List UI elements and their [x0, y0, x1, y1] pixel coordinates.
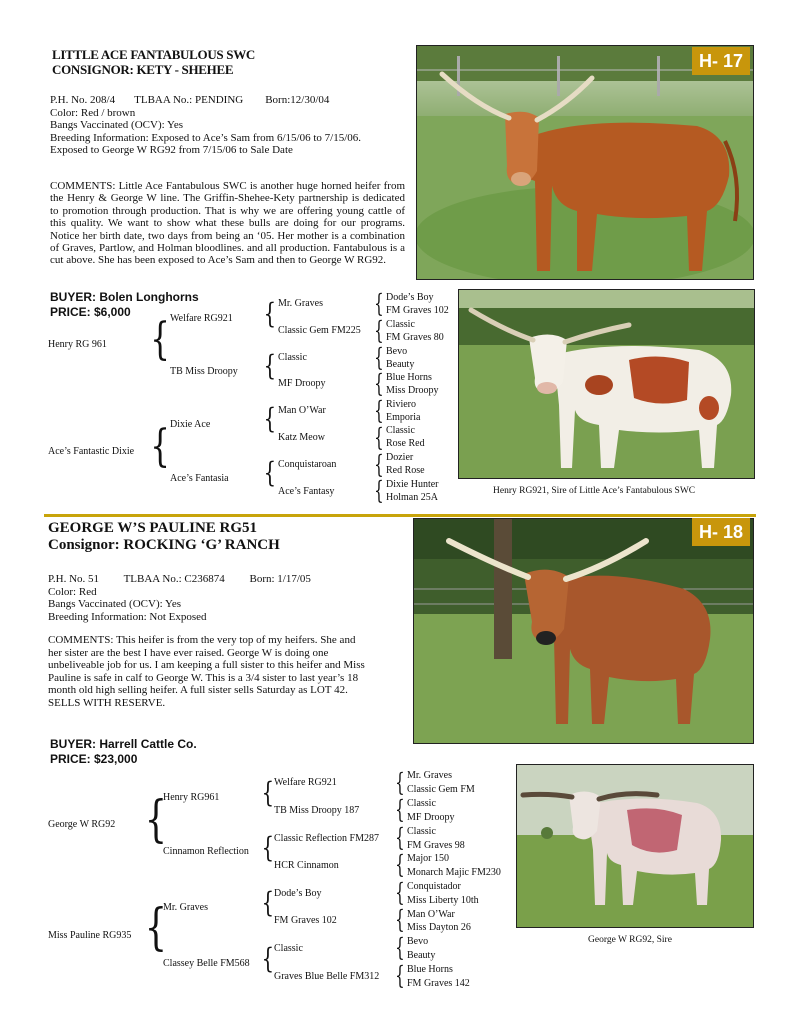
buyer: BUYER: Bolen Longhorns: [50, 290, 199, 304]
buyer: BUYER: Harrell Cattle Co.: [50, 737, 197, 751]
pedigree-gggparent: Major 150: [407, 853, 449, 864]
pedigree-brace: {: [395, 961, 405, 990]
comments: [48, 634, 408, 710]
pedigree-brace: {: [150, 314, 170, 365]
pedigree-gggparent: Miss Droopy: [386, 385, 439, 396]
pedigree-ggparent: Welfare RG921: [274, 777, 337, 788]
price: PRICE: $6,000: [50, 305, 131, 319]
pedigree-gggparent: FM Graves 142: [407, 978, 470, 989]
pedigree-brace: {: [395, 933, 405, 962]
comments-line: month old high selling heifer. A full sister sells Saturday as LOT 42.: [48, 684, 348, 697]
pedigree-gggparent: Classic: [407, 798, 436, 809]
pedigree-grandparent: Ace’s Fantasia: [170, 473, 229, 484]
pedigree-gggparent: Beauty: [407, 950, 436, 961]
pedigree-gggparent: Dixie Hunter: [386, 479, 439, 490]
lot-badge: H- 17: [692, 47, 750, 75]
pedigree-gggparent: Classic Gem FM: [407, 784, 475, 795]
comments-line: unbeliveable job for us. I am keeping a full sister to this heifer and Miss: [48, 659, 365, 672]
comments-line: SELLS WITH RESERVE.: [48, 696, 166, 709]
pedigree-brace: {: [261, 942, 275, 975]
pedigree-gggparent: FM Graves 98: [407, 840, 465, 851]
section-divider: [44, 514, 756, 517]
pedigree-brace: {: [261, 776, 275, 809]
pedigree-ggparent: Man O’War: [278, 405, 326, 416]
pedigree-brace: {: [261, 831, 275, 864]
pedigree-sire: Henry RG 961: [48, 339, 107, 350]
consignor: Consignor: ROCKING ‘G’ RANCH: [48, 537, 280, 553]
consignor: CONSIGNOR: KETY - SHEHEE: [52, 62, 234, 77]
pedigree-gggparent: Beauty: [386, 359, 415, 370]
pedigree-gggparent: Classic: [386, 425, 415, 436]
sire-photo: [516, 764, 754, 928]
pedigree-gggparent: Mr. Graves: [407, 770, 452, 781]
lot-badge: H- 18: [692, 518, 750, 546]
pedigree-brace: {: [374, 476, 384, 505]
pedigree-brace: {: [395, 823, 405, 852]
pedigree-gggparent: Riviero: [386, 399, 416, 410]
price: PRICE: $23,000: [50, 752, 138, 766]
heifer-photo: [416, 45, 754, 280]
pedigree-brace: {: [395, 850, 405, 879]
breeding-line: Exposed to George W RG92 from 7/15/06 to Sale Date: [50, 144, 293, 157]
pedigree-gggparent: Holman 25A: [386, 492, 438, 503]
ph-line: P.H. No. 208/4 TLBAA No.: PENDING Born:12/30/04: [50, 94, 330, 106]
pedigree-gggparent: Man O’War: [407, 909, 455, 920]
pedigree-ggparent: Classic: [274, 943, 303, 954]
pedigree-brace: {: [374, 450, 384, 479]
pedigree-gggparent: MF Droopy: [407, 812, 455, 823]
comments-line: her sister are the best I have ever raised. George W is doing one: [48, 646, 329, 659]
sire-caption: Henry RG921, Sire of Little Ace’s Fantabulous SWC: [493, 486, 696, 496]
breeding-line: Breeding Information: Exposed to Ace’s Sam from 6/15/06 to 7/15/06.: [50, 131, 362, 144]
ph-line: P.H. No. 51 TLBAA No.: C236874 Born: 1/17/05: [48, 573, 311, 585]
pedigree-sire: George W RG92: [48, 819, 116, 830]
pedigree-gggparent: FM Graves 80: [386, 332, 444, 343]
pedigree-grandparent: Dixie Ace: [170, 419, 211, 430]
pedigree-brace: {: [263, 402, 277, 435]
pedigree-grandparent: TB Miss Droopy: [170, 366, 238, 377]
pedigree-ggparent: Conquistaroan: [278, 459, 337, 470]
pedigree-brace: {: [150, 421, 170, 472]
pedigree-gggparent: Blue Horns: [386, 372, 432, 383]
pedigree-brace: {: [395, 905, 405, 934]
pedigree-brace: {: [263, 349, 277, 382]
pedigree-gggparent: Classic: [386, 319, 415, 330]
comments-line: Pauline is safe in calf to George W. This is a 3/4 sister to last year’s 18: [48, 671, 359, 684]
pedigree-gggparent: Miss Dayton 26: [407, 922, 471, 933]
comments: COMMENTS: Little Ace Fantabulous SWC is another huge horned heifer from the Henry & George W line. The Griffin-Shehee-Kety partnership is dedicated to promotion through production. That is why we are offering young cattle of this quality. We want to show what these bulls are doing for our programs. Notice her birth date, two days from being an ‘05. Her mother is a combination of Graves, Partlow, and Holman bloodlines. and all production. Fantabulous is a cut above. She has been exposed to Ace’s Sam and then to George W RG92.: [50, 180, 405, 267]
pedigree-brace: {: [144, 898, 168, 956]
pedigree-gggparent: Emporia: [386, 412, 421, 423]
pedigree-ggparent: TB Miss Droopy 187: [274, 805, 360, 816]
pedigree-ggparent: MF Droopy: [278, 378, 326, 389]
comments-line: COMMENTS: This heifer is from the very top of my heifers. She and: [48, 634, 356, 646]
pedigree-brace: {: [374, 423, 384, 452]
lot-name: LITTLE ACE FANTABULOUS SWC: [52, 47, 256, 62]
sire-caption: George W RG92, Sire: [588, 935, 672, 945]
pedigree-brace: {: [263, 297, 277, 330]
pedigree-ggparent: Graves Blue Belle FM312: [274, 971, 380, 982]
pedigree-gggparent: Bevo: [386, 346, 408, 357]
color-line: Color: Red: [48, 585, 97, 598]
pedigree-gggparent: Rose Red: [386, 438, 425, 449]
pedigree-gggparent: Blue Horns: [407, 964, 453, 975]
pedigree-brace: {: [395, 795, 405, 824]
pedigree-ggparent: Classic Reflection FM287: [274, 833, 379, 844]
pedigree-ggparent: Mr. Graves: [278, 298, 323, 309]
breeding-line: Breeding Information: Not Exposed: [48, 610, 207, 623]
pedigree-grandparent: Henry RG961: [163, 792, 220, 803]
pedigree-brace: {: [374, 369, 384, 398]
pedigree-gggparent: Monarch Majic FM230: [407, 867, 501, 878]
pedigree-gggparent: Conquistador: [407, 881, 461, 892]
pedigree-ggparent: Classic Gem FM225: [278, 325, 361, 336]
pedigree-grandparent: Mr. Graves: [163, 902, 208, 913]
pedigree-brace: {: [374, 316, 384, 345]
pedigree-brace: {: [395, 768, 405, 797]
pedigree-gggparent: Dozier: [386, 452, 414, 463]
pedigree-ggparent: Classic: [278, 352, 307, 363]
pedigree-gggparent: Bevo: [407, 936, 429, 947]
pedigree-gggparent: FM Graves 102: [386, 305, 449, 316]
pedigree-grandparent: Welfare RG921: [170, 313, 233, 324]
pedigree-ggparent: HCR Cinnamon: [274, 860, 339, 871]
pedigree-gggparent: Dode’s Boy: [386, 292, 434, 303]
pedigree-ggparent: Ace’s Fantasy: [278, 486, 335, 497]
pedigree-brace: {: [374, 343, 384, 372]
pedigree-ggparent: FM Graves 102: [274, 915, 337, 926]
color-line: Color: Red / brown: [50, 106, 136, 119]
pedigree-grandparent: Classey Belle FM568: [163, 958, 250, 969]
pedigree-dam: Ace’s Fantastic Dixie: [48, 446, 135, 457]
pedigree-gggparent: Miss Liberty 10th: [407, 895, 479, 906]
sire-photo: [458, 289, 755, 479]
pedigree-dam: Miss Pauline RG935: [48, 930, 132, 941]
pedigree-ggparent: Dode’s Boy: [274, 888, 322, 899]
pedigree-brace: {: [144, 790, 168, 848]
bangs-line: Bangs Vaccinated (OCV): Yes: [50, 119, 184, 132]
pedigree-grandparent: Cinnamon Reflection: [163, 846, 249, 857]
heifer-photo: [413, 518, 754, 744]
lot-name: GEORGE W’S PAULINE RG51: [48, 520, 258, 536]
pedigree-brace: {: [395, 878, 405, 907]
pedigree-gggparent: Classic: [407, 826, 436, 837]
bangs-line: Bangs Vaccinated (OCV): Yes: [48, 598, 182, 611]
pedigree-brace: {: [374, 396, 384, 425]
pedigree-brace: {: [261, 886, 275, 919]
pedigree-brace: {: [374, 289, 384, 318]
pedigree-brace: {: [263, 456, 277, 489]
pedigree-ggparent: Katz Meow: [278, 432, 325, 443]
pedigree-gggparent: Red Rose: [386, 465, 425, 476]
